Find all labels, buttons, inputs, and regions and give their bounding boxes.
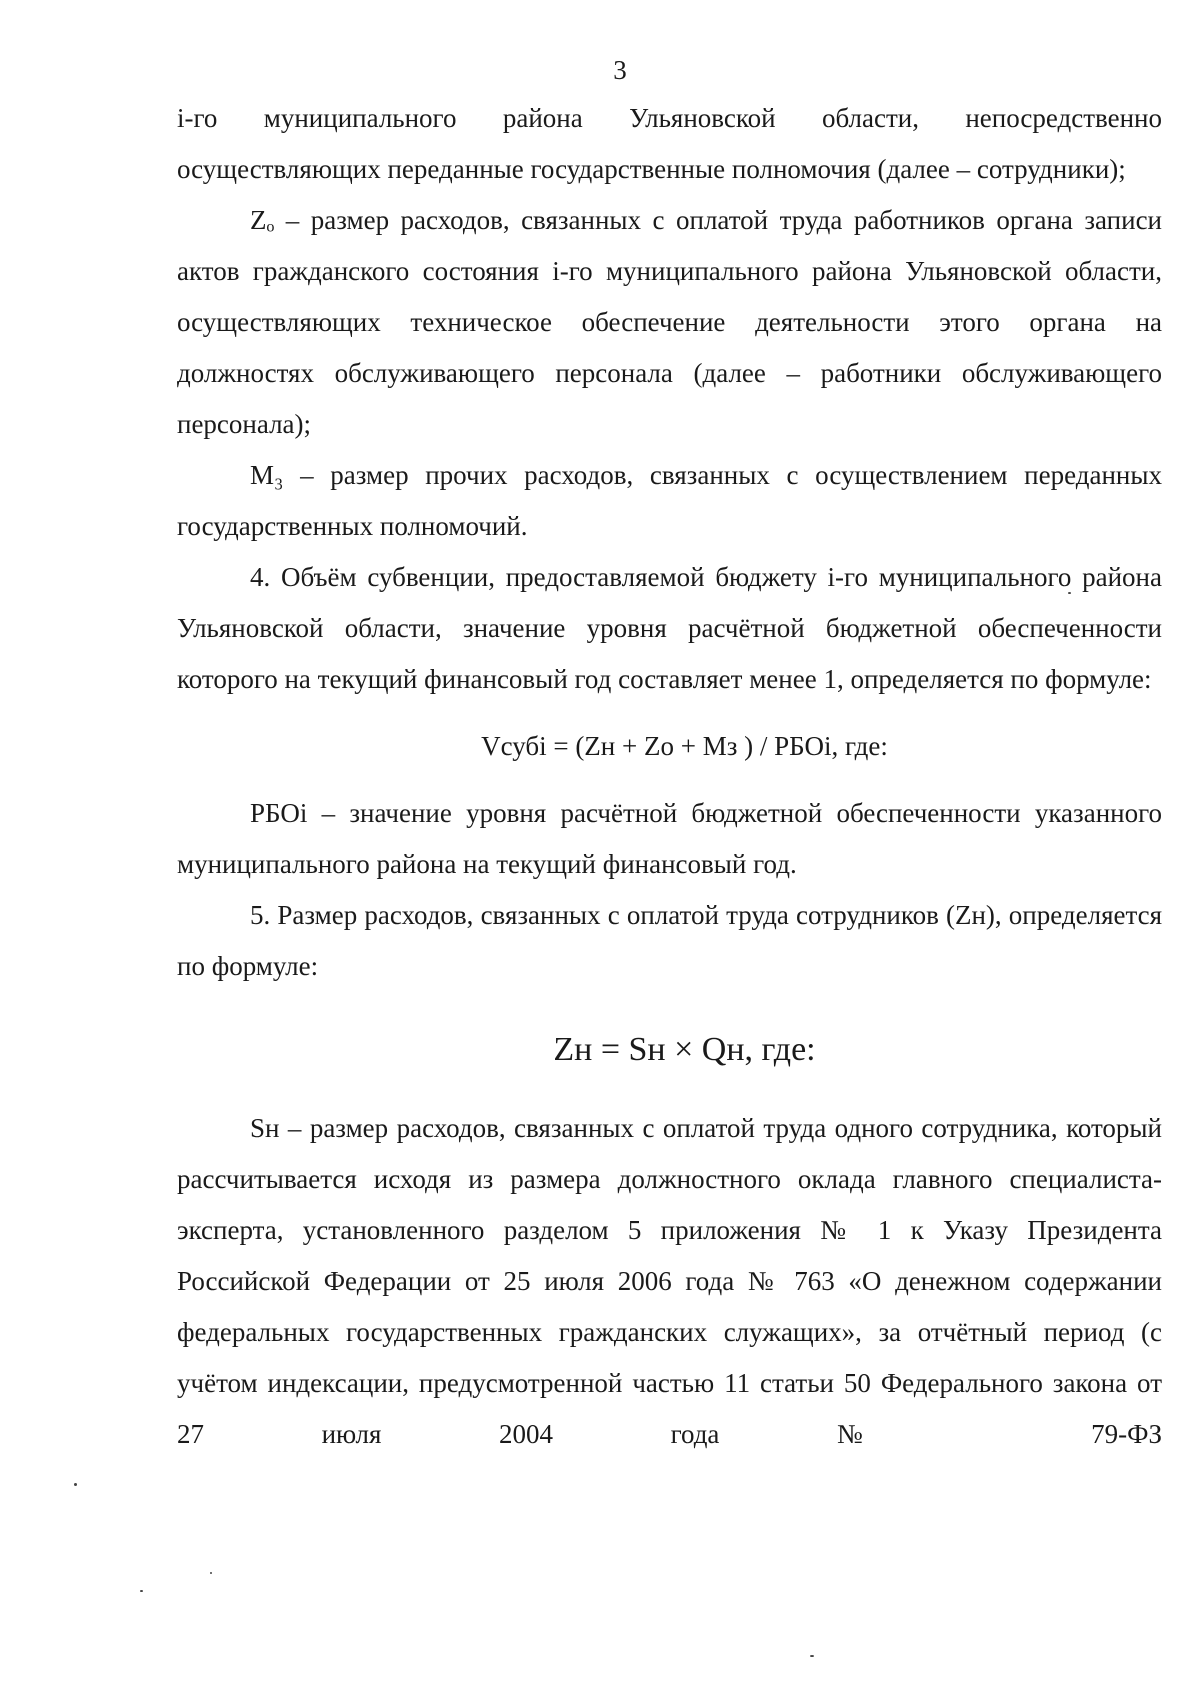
- paragraph-clause-5: 5. Размер расходов, связанных с оплатой труда сотрудников (Zн), определяется по формуле:: [177, 900, 1162, 981]
- scan-speck: [210, 1572, 212, 1574]
- scan-speck: [74, 1483, 77, 1486]
- paragraph-rbo-definition: РБОi – значение уровня расчётной бюджетной обеспеченности указанного муниципального района на текущий финансовый год.: [177, 798, 1162, 879]
- document-body: [177, 93, 1162, 1460]
- paragraph-mz-definition: M₃ – размер прочих расходов, связанных с осуществлением переданных государственных полномочий.: [177, 460, 1162, 541]
- scan-speck: [810, 1655, 814, 1657]
- formula-zn: Zн = Sн × Qн, где:: [553, 1031, 816, 1068]
- scan-speck: [140, 1590, 143, 1592]
- page-number: 3: [613, 55, 627, 85]
- paragraph-clause-4: 4. Объём субвенции, предоставляемой бюджету i-го муниципального района Ульяновской области, значение уровня расчётной бюджетной обеспеченности которого на текущий финансовый год составляет менее 1, определяется по формуле:: [177, 562, 1162, 694]
- formula-subvention: Vсубi = (Zн + Zо + Mз ) / РБОi, где:: [481, 731, 888, 761]
- paragraph-sn-definition: Sн – размер расходов, связанных с оплатой труда одного сотрудника, который рассчитывается исходя из размера должностного оклада главного специалиста-эксперта, установленного разделом 5 приложения № 1 к Указу Президента Российской Федерации от 25 июля 2006 года № 763 «О денежном содержании федеральных государственных гражданских служащих», за отчётный период (с учётом индексации, предусмотренной частью 11 статьи 50 Федерального закона от 27 июля 2004 года № 79-ФЗ: [177, 1113, 1162, 1449]
- scan-speck: [1068, 592, 1071, 594]
- paragraph-continuation: i-го муниципального района Ульяновской области, непосредственно осуществляющих переданные государственные полномочия (далее – сотрудники);: [177, 103, 1162, 184]
- paragraph-zo-definition: Zₒ – размер расходов, связанных с оплатой труда работников органа записи актов гражданского состояния i-го муниципального района Ульяновской области, осуществляющих техническое обеспечение деятельности этого органа на должностях обслуживающего персонала (далее – работники обслуживающего персонала);: [177, 205, 1162, 439]
